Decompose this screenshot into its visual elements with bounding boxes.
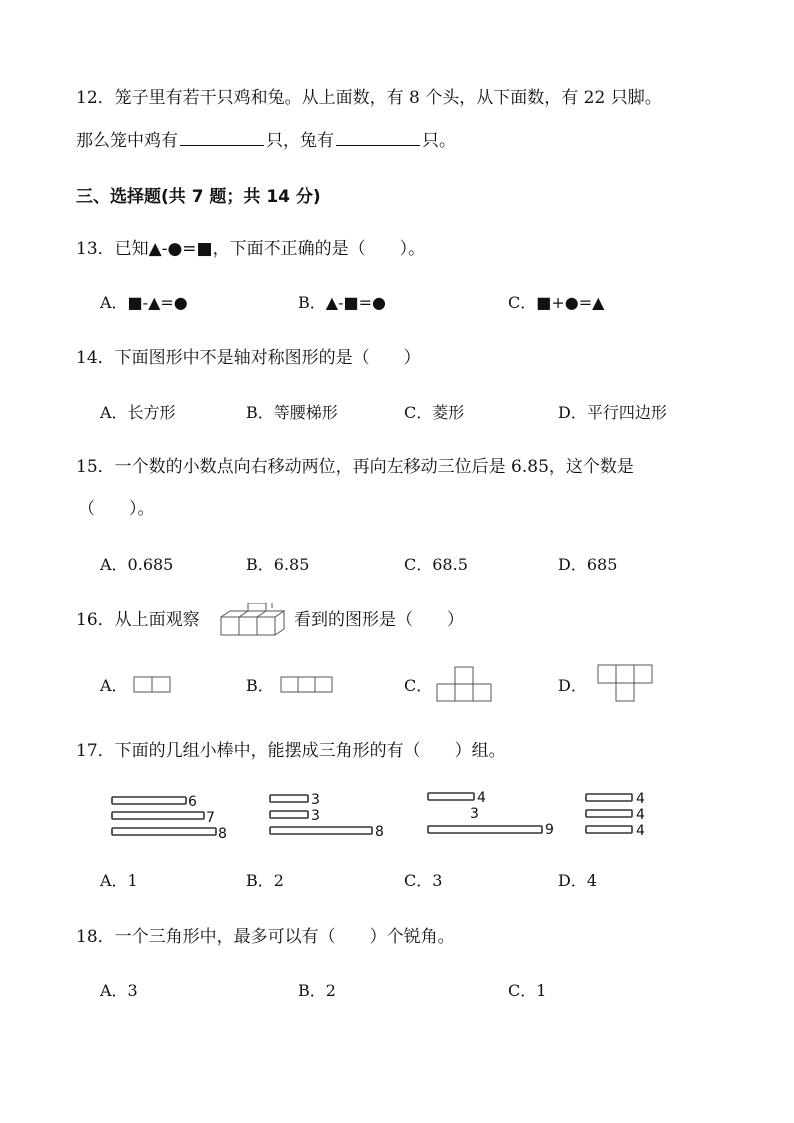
stick-label: 3 (311, 792, 320, 808)
q15-option-c[interactable]: C．68.5 (404, 555, 468, 574)
stick-group-4 (584, 789, 664, 841)
stick-label: 6 (188, 794, 197, 810)
stick-label: 4 (636, 807, 645, 823)
stick-label: 9 (545, 822, 554, 838)
q12-line2 (76, 127, 456, 153)
stick-label: 3 (470, 806, 479, 822)
q15-option-b[interactable]: B．6.85 (246, 555, 310, 574)
q14-option-b[interactable]: B．等腰梯形 (246, 403, 338, 422)
q12-text-a: 那么笼中鸡有 (76, 131, 178, 151)
q14-option-d[interactable]: D．平行四边形 (558, 403, 667, 422)
stick-label: 4 (477, 790, 486, 806)
q18-option-c[interactable]: C．1 (508, 981, 547, 1000)
q12-text-c: 只。 (422, 131, 456, 151)
q18-option-b[interactable]: B．2 (298, 981, 336, 1000)
section-title: 三、选择题(共 7 题；共 14 分) (76, 187, 321, 207)
cube-stack-figure (218, 603, 288, 637)
stick-group-3 (426, 788, 566, 840)
q13-stem: 13．已知▲-●=■，下面不正确的是（ ）。 (76, 239, 426, 259)
q17-option-b[interactable]: B．2 (246, 871, 284, 890)
q16-option-d-figure (597, 664, 655, 704)
q16-option-a-figure (133, 676, 173, 694)
stick-group-4-sticks (584, 789, 664, 841)
q12-text-b: 只，兔有 (266, 131, 334, 151)
q16-option-d[interactable]: D． (558, 676, 587, 695)
q15-stem-line2: （ ）。 (78, 499, 155, 519)
stick-group-1 (110, 793, 230, 843)
q16-option-a[interactable]: A． (100, 676, 128, 695)
q17-option-d[interactable]: D．4 (558, 871, 598, 890)
q15-option-a[interactable]: A．0.685 (100, 555, 174, 574)
q18-option-a[interactable]: A．3 (100, 981, 138, 1000)
q16-option-b-figure (280, 676, 336, 694)
q17-option-c[interactable]: C．3 (404, 871, 443, 890)
q13-option-b[interactable]: B．▲-■=● (298, 293, 386, 312)
stick-label: 7 (206, 810, 215, 826)
q16-option-c[interactable]: C． (404, 676, 433, 695)
q14-option-a[interactable]: A．长方形 (100, 403, 176, 422)
q14-stem: 14．下面图形中不是轴对称图形的是（ ） (76, 348, 421, 368)
q16-option-c-figure (436, 666, 494, 704)
stick-label: 8 (375, 824, 384, 840)
q13-option-a[interactable]: A．■-▲=● (100, 293, 188, 312)
stick-label: 4 (636, 791, 645, 807)
q16-option-b[interactable]: B． (246, 676, 274, 695)
q17-stem: 17．下面的几组小棒中，能摆成三角形的有（ ）组。 (76, 741, 506, 761)
stick-label: 8 (218, 826, 227, 842)
q12-line1: 12．笼子里有若干只鸡和兔。从上面数，有 8 个头，从下面数，有 22 只脚。 (76, 88, 662, 108)
stick-label: 3 (311, 808, 320, 824)
q12-chicken-blank[interactable] (180, 127, 264, 146)
stick-label: 4 (636, 823, 645, 839)
q16-stem-a: 16．从上面观察 (76, 610, 200, 630)
q17-option-a[interactable]: A．1 (100, 871, 138, 890)
q14-option-c[interactable]: C．菱形 (404, 403, 465, 422)
q18-stem: 18．一个三角形中，最多可以有（ ）个锐角。 (76, 927, 455, 947)
q13-option-c[interactable]: C．■+●=▲ (508, 293, 605, 312)
q12-rabbit-blank[interactable] (336, 127, 420, 146)
q15-option-d[interactable]: D．685 (558, 555, 618, 574)
q16-stem-b: 看到的图形是（ ） (294, 610, 464, 630)
q15-stem-line1: 15．一个数的小数点向右移动两位，再向左移动三位后是 6.85，这个数是 (76, 457, 634, 477)
stick-group-2 (268, 790, 398, 842)
